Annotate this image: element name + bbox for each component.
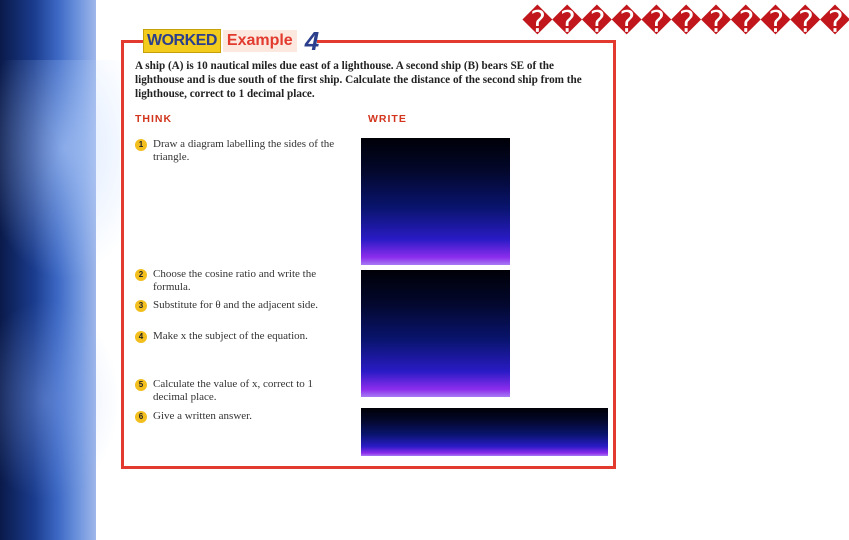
side-glow-lower (0, 300, 120, 500)
write-heading: WRITE (368, 113, 407, 125)
write-area-1 (361, 138, 510, 265)
step-number: 2 (135, 269, 147, 281)
slide-title: ����������� (522, 5, 849, 40)
step-6 (135, 410, 345, 423)
write-area-3 (361, 408, 608, 456)
write-area-2 (361, 270, 510, 397)
problem-statement: A ship (A) is 10 nautical miles due east of a lighthouse. A second ship (B) bears SE of the lighthouse and is due south of the first ship. Calculate the distance of the second ship from the lighthouse, correct to 1 decimal place. (135, 60, 582, 100)
think-heading: THINK (135, 113, 173, 125)
worked-example-banner (143, 26, 320, 56)
step-text: Substitute for θ and the adjacent side. (153, 299, 319, 311)
example-label: Example (223, 30, 297, 52)
step-3 (135, 299, 345, 312)
side-panel (0, 0, 96, 540)
step-2 (135, 268, 345, 294)
step-number: 1 (135, 139, 147, 151)
step-number: 4 (135, 331, 147, 343)
step-text: Calculate the value of x, correct to 1 decimal place. (153, 378, 314, 403)
step-text: Give a written answer. (153, 410, 252, 422)
step-text: Draw a diagram labelling the sides of the triangle. (153, 138, 335, 163)
example-number: 4 (304, 26, 320, 56)
step-text: Make x the subject of the equation. (153, 330, 308, 342)
side-glow (0, 60, 120, 280)
step-text: Choose the cosine ratio and write the formula. (153, 268, 317, 293)
step-4 (135, 330, 345, 343)
step-number: 6 (135, 411, 147, 423)
step-number: 3 (135, 300, 147, 312)
step-5 (135, 378, 345, 404)
step-number: 5 (135, 379, 147, 391)
worked-label: WORKED (143, 29, 221, 53)
step-1 (135, 138, 345, 164)
